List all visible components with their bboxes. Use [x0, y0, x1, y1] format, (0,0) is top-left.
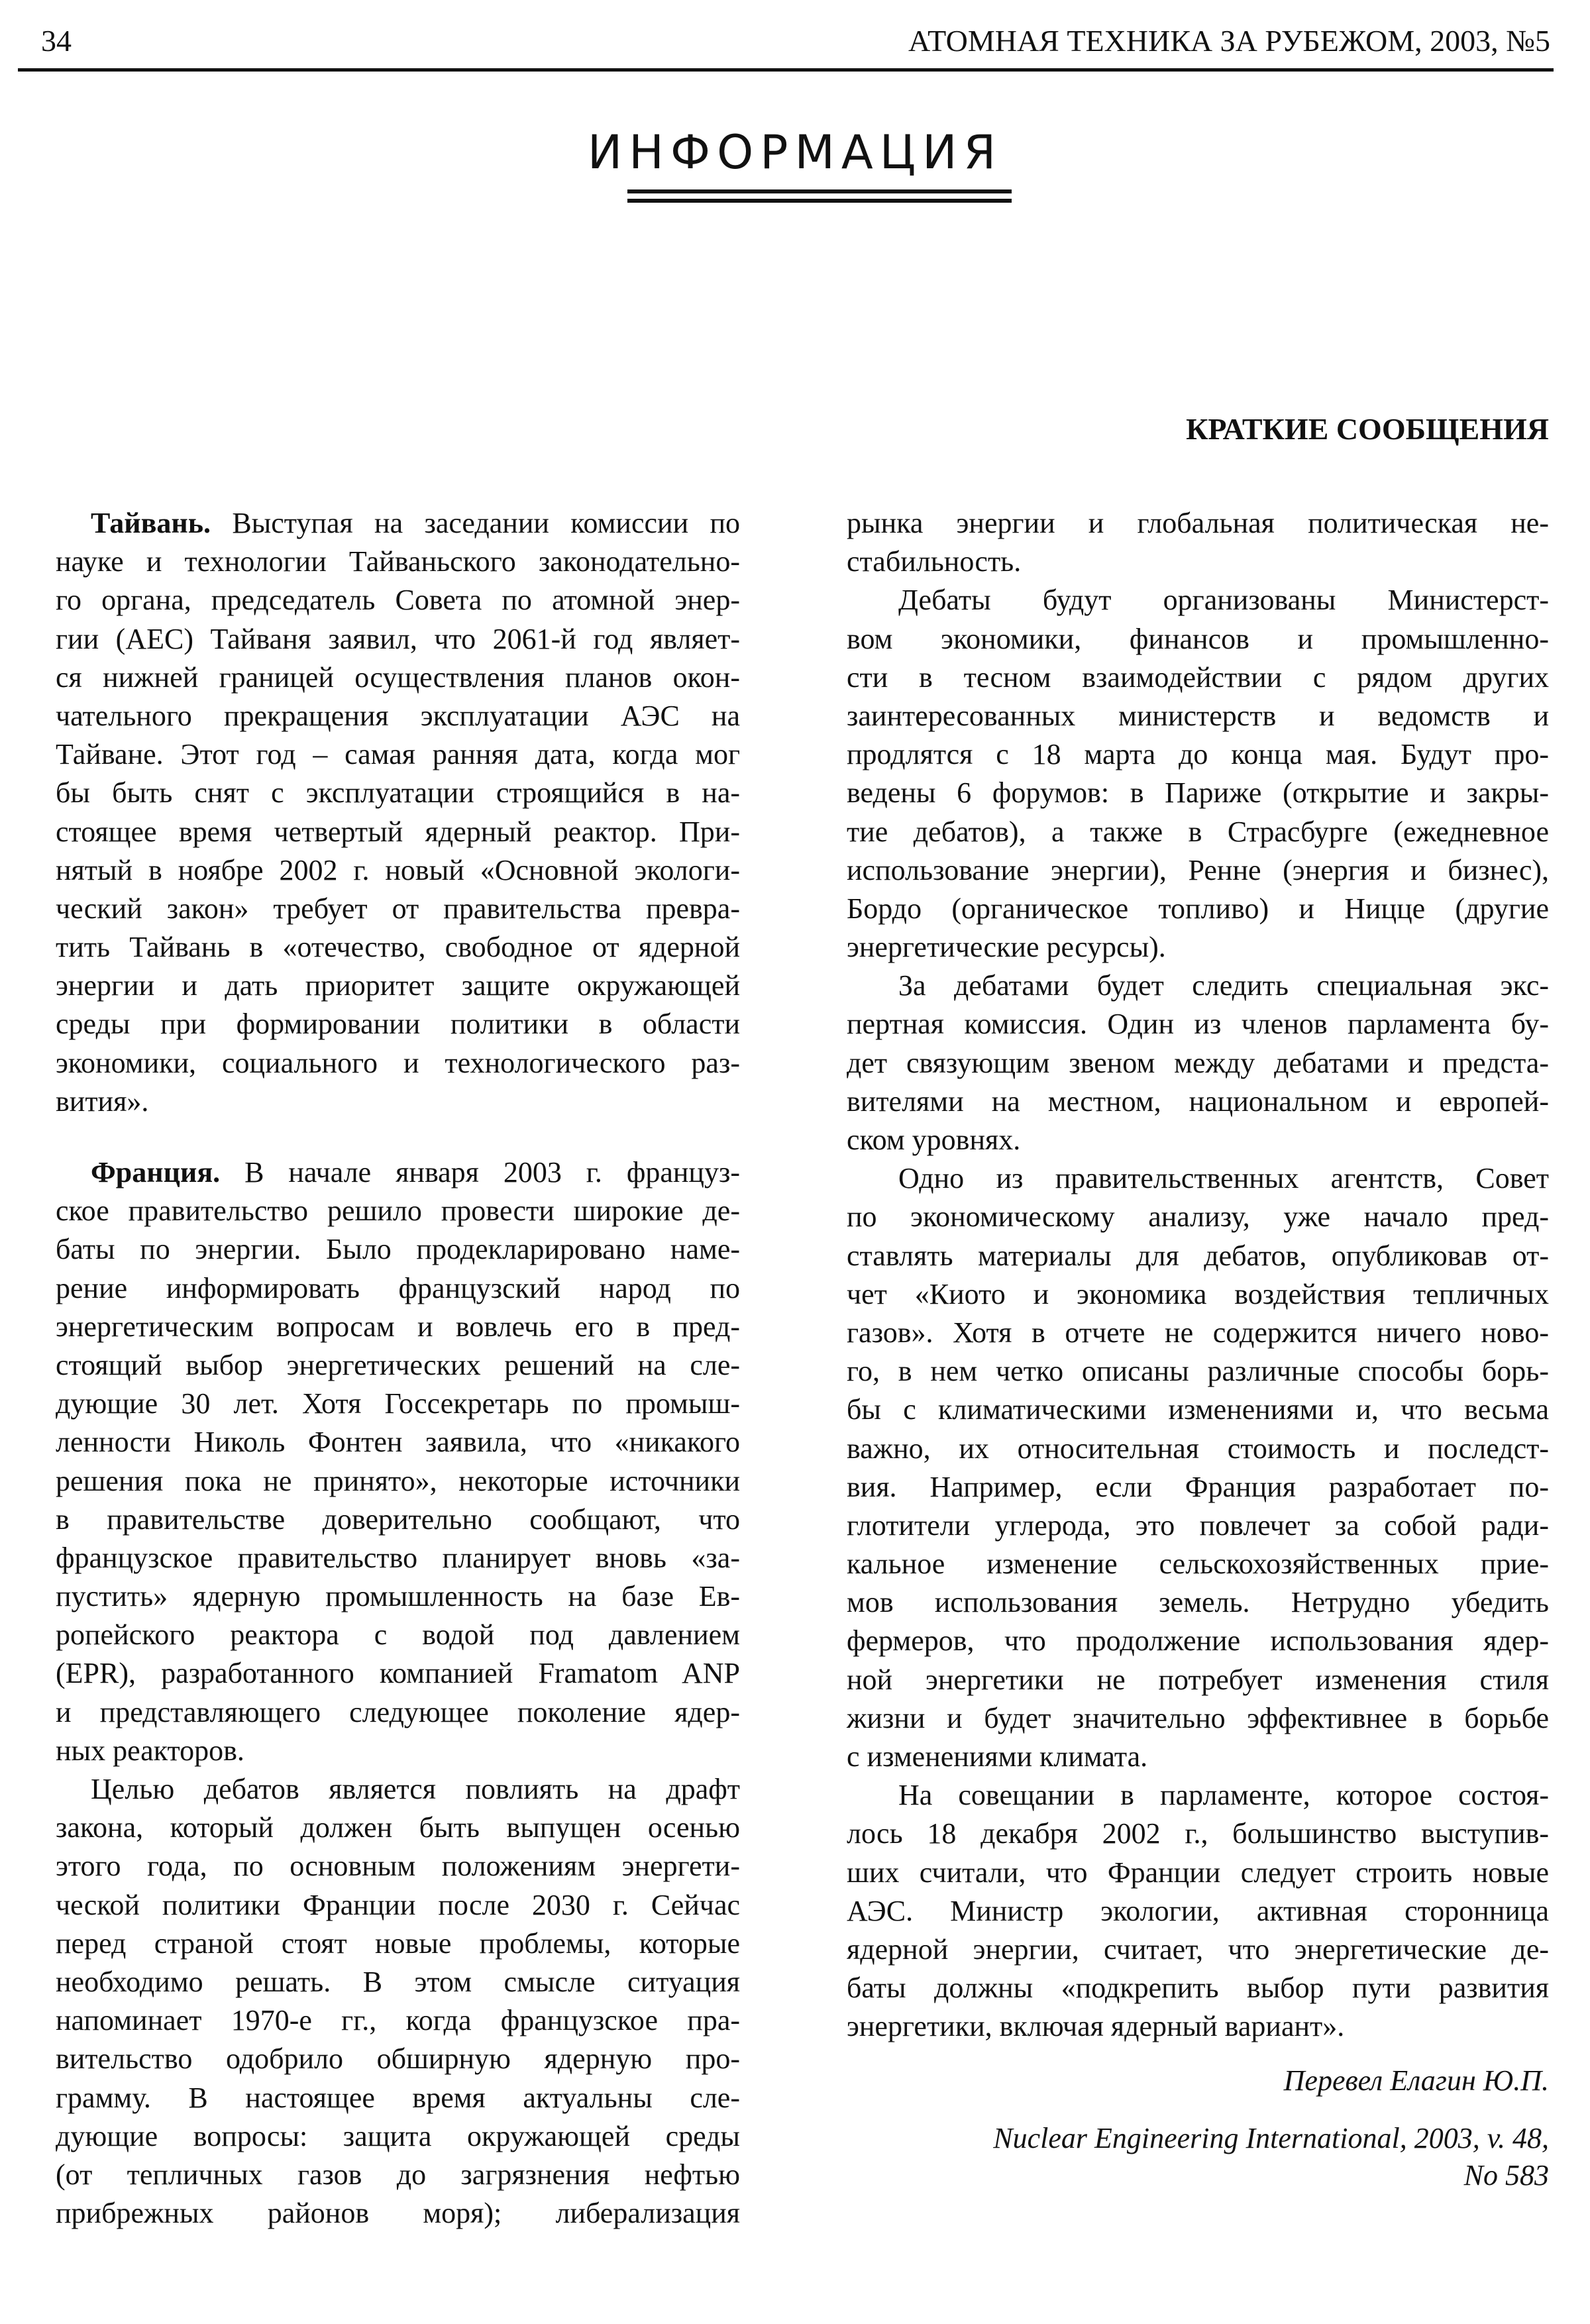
text-line: рынка энергии и глобальная политическая не- [847, 507, 1549, 539]
text-line: дующие 30 лет. Хотя Госсекретарь по промыш- [56, 1387, 740, 1420]
text-line: ставлять материалы для дебатов, опубликовав от- [847, 1239, 1549, 1272]
text-line: фермеров, что продолжение использования ядер- [847, 1624, 1549, 1658]
title-underline [627, 189, 1012, 193]
paragraph [847, 581, 1549, 967]
text-line: вителями на местном, национальном и европей- [847, 1084, 1549, 1118]
text-line: прибрежных районов моря); либерализация [56, 2197, 740, 2230]
text-line: ропейского реактора с водой под давлением [56, 1618, 740, 1652]
text-line [56, 504, 740, 543]
paragraph [847, 1159, 1549, 1776]
text-line: Тайване. Этот год – самая ранняя дата, когда мог [56, 738, 740, 771]
text-line: кальное изменение сельскохозяйственных прие- [847, 1548, 1549, 1581]
header-rule [18, 68, 1554, 72]
text-line: энергии и дать приоритет защите окружающей [56, 969, 740, 1002]
text-line: Целью дебатов является повлиять на драфт [91, 1773, 740, 1805]
text-line: бы с климатическими изменениями и, что весьма [847, 1393, 1549, 1426]
text-line: сти в тесном взаимодействии с рядом других [847, 660, 1549, 694]
text-line: с изменениями климата. [847, 1740, 1148, 1773]
text-line: рение информировать французский народ по [56, 1271, 740, 1304]
text-line: этого года, по основным положениям энергети- [56, 1850, 740, 1883]
paragraph [847, 967, 1549, 1159]
text-line: заинтересованных министерств и ведомств и [847, 699, 1549, 732]
translator-credit: Перевел Елагин Ю.П. [1283, 2064, 1549, 2097]
text-line: Дебаты будут организованы Министерст- [898, 584, 1549, 617]
text-line: пертная комиссия. Один из членов парламента бу- [847, 1008, 1549, 1041]
text-line: вом экономики, финансов и промышленно- [847, 622, 1549, 655]
left-column [56, 504, 740, 2233]
text-line: вития». [56, 1084, 149, 1118]
text-line: энергетическим вопросам и вовлечь его в пред- [56, 1310, 740, 1343]
text-line: нятый в ноябре 2002 г. новый «Основной экологи- [56, 853, 740, 886]
paragraph [847, 504, 1549, 581]
paragraph-gap [56, 1121, 740, 1153]
text-line: мов использования земель. Нетрудно убедить [847, 1586, 1549, 1619]
title-underline [627, 199, 1012, 203]
text-line: ческий закон» требует от правительства превра- [56, 892, 740, 925]
text-line: ское правительство решило провести широкие де- [56, 1194, 740, 1228]
paragraph-lead: Франция. [91, 1156, 221, 1188]
journal-title: АТОМНАЯ ТЕХНИКА ЗА РУБЕЖОМ, 2003, №5 [908, 24, 1550, 58]
text-line: ших считали, что Франции следует строить новые [847, 1856, 1549, 1889]
text-line: баты должны «подкрепить выбор пути развития [847, 1972, 1549, 2005]
line-text: В начале января 2003 г. француз- [220, 1156, 740, 1188]
text-line: лось 18 декабря 2002 г., большинство выступив- [847, 1817, 1549, 1850]
text-line: стабильность. [847, 545, 1022, 578]
text-line: ческой политики Франции после 2030 г. Сейчас [56, 1888, 740, 1921]
text-line: необходимо решать. В этом смысле ситуация [56, 1965, 740, 1998]
text-line: и представляющего следующее поколение ядер- [56, 1695, 740, 1728]
section-heading: КРАТКИЕ СООБЩЕНИЯ [1186, 412, 1549, 446]
text-line: вия. Например, если Франция разработает по- [847, 1470, 1549, 1503]
text-line: го, в нем четко описаны различные способы борь- [847, 1355, 1549, 1388]
text-line: За дебатами будет следить специальная экс- [898, 969, 1549, 1002]
text-line: дет связующим звеном между дебатами и предста- [847, 1046, 1549, 1079]
text-line: дующие вопросы: защита окружающей среды [56, 2119, 740, 2152]
text-line: баты по энергии. Было продекларировано наме- [56, 1233, 740, 1266]
text-line: энергетики, включая ядерный вариант». [847, 2010, 1345, 2043]
text-line: глотители углерода, это повлечет за собой ради- [847, 1508, 1549, 1542]
text-line: экономики, социального и технологического раз- [56, 1046, 740, 1079]
text-line: (от тепличных газов до загрязнения нефтью [56, 2158, 740, 2191]
text-line: АЭС. Министр экологии, активная сторонница [847, 1894, 1549, 1927]
text-line: продлятся с 18 марта до конца мая. Будут про- [847, 738, 1549, 771]
text-line: по экономическому анализу, уже начало пред- [847, 1200, 1549, 1234]
text-line: Одно из правительственных агентств, Совет [898, 1162, 1549, 1195]
text-line: жизни и будет значительно эффективнее в борьбе [847, 1701, 1549, 1734]
text-line: На совещании в парламенте, которое состоя- [898, 1779, 1549, 1812]
text-line: перед страной стоят новые проблемы, которые [56, 1927, 740, 1960]
text-line: энергетические ресурсы). [847, 931, 1166, 964]
text-line: тие дебатов), а также в Страсбурге (ежедневное [847, 815, 1549, 848]
text-line: чет «Киото и экономика воздействия тепличных [847, 1277, 1549, 1310]
text-line: закона, который должен быть выпущен осенью [56, 1811, 740, 1844]
text-line: Бордо (органическое топливо) и Ницце (другие [847, 892, 1549, 925]
text-line: гии (АЕС) Тайваня заявил, что 2061-й год являет- [56, 622, 740, 655]
page-number: 34 [41, 24, 72, 58]
text-line: ском уровнях. [847, 1124, 1021, 1156]
text-line: ленности Николь Фонтен заявила, что «никакого [56, 1426, 740, 1459]
text-line: науке и технологии Тайваньского законодательно- [56, 545, 740, 578]
text-line: вительство одобрило обширную ядерную про- [56, 2042, 740, 2076]
text-line: (EPR), разработанного компанией Framatom ANP [56, 1657, 740, 1690]
text-line: ядерной энергии, считает, что энергетические де- [847, 1932, 1549, 1966]
text-line: среды при формировании политики в области [56, 1008, 740, 1041]
text-line: бы быть снят с эксплуатации строящийся в на- [56, 776, 740, 810]
text-line: ных реакторов. [56, 1734, 244, 1767]
page-title: ИНФОРМАЦИЯ [587, 125, 1003, 180]
text-line: использование энергии), Ренне (энергия и бизнес), [847, 853, 1549, 886]
text-line: ведены 6 форумов: в Париже (открытие и закры- [847, 776, 1549, 810]
text-line [56, 1153, 740, 1192]
paragraph [847, 1776, 1549, 2046]
text-line: тить Тайвань в «отечество, свободное от ядерной [56, 931, 740, 964]
text-line: в правительстве доверительно сообщают, что [56, 1503, 740, 1536]
source-citation-issue: No 583 [1463, 2159, 1549, 2192]
text-line: пустить» ядерную промышленность на базе Ев- [56, 1580, 740, 1613]
text-line: грамму. В настоящее время актуальны сле- [56, 2081, 740, 2114]
text-line: чательного прекращения эксплуатации АЭС на [56, 699, 740, 732]
paragraph [56, 1770, 740, 2233]
line-text: Выступая на заседании комиссии по [210, 507, 740, 539]
text-line: стоящий выбор энергетических решений на сле- [56, 1348, 740, 1381]
text-line: напоминает 1970-е гг., когда французское пра- [56, 2004, 740, 2037]
paragraph [56, 1153, 740, 1770]
text-line: стоящее время четвертый ядерный реактор. При- [56, 815, 740, 848]
paragraph-lead: Тайвань. [91, 507, 211, 539]
text-line: ной энергетики не потребует изменения стиля [847, 1663, 1549, 1696]
text-line: ся нижней границей осуществления планов окон- [56, 660, 740, 694]
source-citation: Nuclear Engineering International, 2003, v. 48, [993, 2122, 1549, 2154]
text-line: французское правительство планирует вновь «за- [56, 1541, 740, 1574]
text-line: го органа, председатель Совета по атомной энер- [56, 584, 740, 617]
paragraph [56, 504, 740, 1121]
text-line: решения пока не принято», некоторые источники [56, 1464, 740, 1497]
text-line: газов». Хотя в отчете не содержится ничего ново- [847, 1316, 1549, 1349]
right-column [847, 504, 1549, 2046]
text-line: важно, их относительная стоимость и последст- [847, 1432, 1549, 1465]
